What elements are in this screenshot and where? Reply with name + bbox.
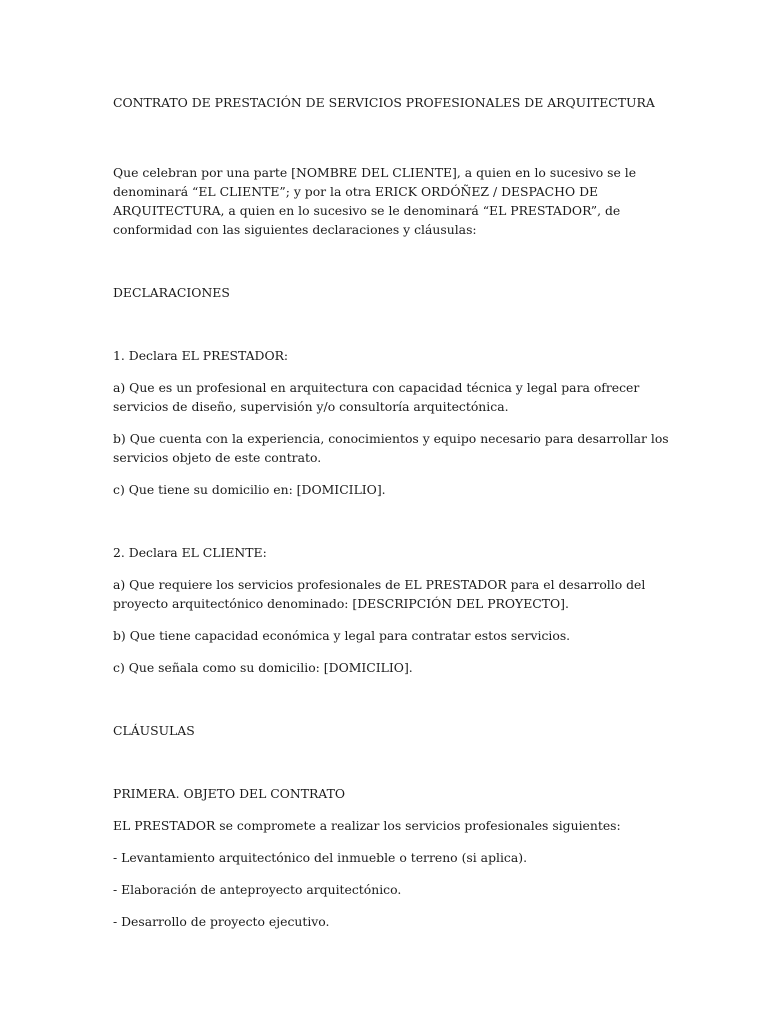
declarations-heading: DECLARACIONES — [113, 285, 230, 300]
clauses-heading: CLÁUSULAS — [113, 723, 195, 738]
declaration-2-heading: 2. Declara EL CLIENTE: — [113, 545, 267, 560]
clause-1-item-2: - Elaboración de anteproyecto arquitectónico. — [113, 882, 402, 897]
clause-1-item-1: - Levantamiento arquitectónico del inmueble o terreno (si aplica). — [113, 850, 528, 865]
declaration-2-item-c: c) Que señala como su domicilio: [DOMICILIO]. — [113, 660, 413, 675]
declaration-2-item-a: a) Que requiere los servicios profesionales de EL PRESTADOR para el desarrollo del proyecto arquitectónico denominado: [DESCRIPCIÓN DEL PROYECTO]. — [113, 577, 646, 611]
declaration-1-item-b: b) Que cuenta con la experiencia, conocimientos y equipo necesario para desarrollar los servicios objeto de este contrato. — [113, 431, 669, 465]
intro-paragraph: Que celebran por una parte [NOMBRE DEL CLIENTE], a quien en lo sucesivo se le denominará “EL CLIENTE”; y por la otra ERICK ORDÓÑEZ / DESPACHO DE ARQUITECTURA, a quien en lo sucesivo se le denominará “EL PRESTADOR”, de conformidad con las siguientes declaraciones y cláusulas: — [113, 165, 637, 237]
declaration-1-heading: 1. Declara EL PRESTADOR: — [113, 348, 289, 363]
clause-1-heading: PRIMERA. OBJETO DEL CONTRATO — [113, 786, 345, 801]
clause-1-item-3: - Desarrollo de proyecto ejecutivo. — [113, 914, 330, 929]
document-body — [113, 93, 673, 931]
declaration-1-item-c: c) Que tiene su domicilio en: [DOMICILIO]. — [113, 482, 386, 497]
declaration-2-item-b: b) Que tiene capacidad económica y legal para contratar estos servicios. — [113, 628, 571, 643]
contract-title: CONTRATO DE PRESTACIÓN DE SERVICIOS PROFESIONALES DE ARQUITECTURA — [113, 95, 655, 110]
declaration-1-item-a: a) Que es un profesional en arquitectura con capacidad técnica y legal para ofrecer servicios de diseño, supervisión y/o consultoría arquitectónica. — [113, 380, 640, 414]
clause-1-intro: EL PRESTADOR se compromete a realizar los servicios profesionales siguientes: — [113, 818, 621, 833]
